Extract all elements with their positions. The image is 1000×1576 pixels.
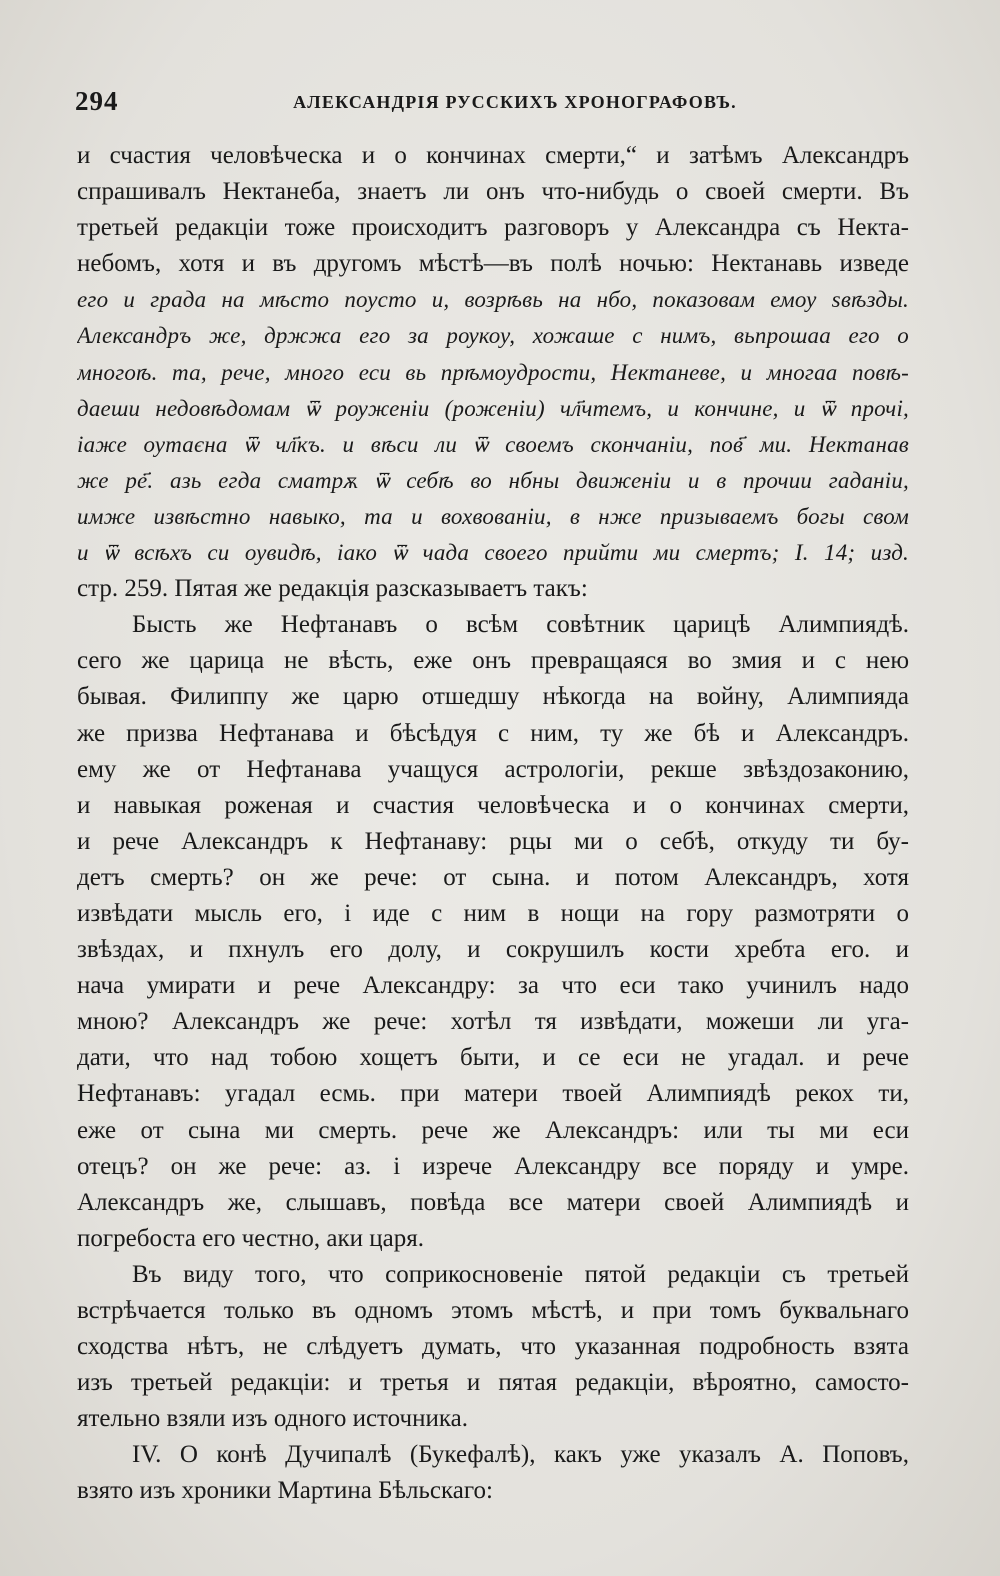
text-line: и рече Александръ к Нефтанаву: рцы ми о себѣ, откуду ти бу-	[77, 827, 909, 855]
text-line: извѣдати мысль его, і иде с ним в нощи на гору размотряти о	[77, 899, 909, 927]
text-line: Нефтанавъ: угадал есмь. при матери твоей Алимпиядѣ рекох ти,	[77, 1080, 909, 1108]
paragraph	[77, 138, 909, 607]
text-line: и счастия человѣческа и о кончинах смерти,“ и затѣмъ Александръ	[77, 142, 909, 169]
text-line: нача умирати и рече Александру: за что еси тако учинилъ надо	[77, 972, 909, 1000]
text-line: IV. О конѣ Дучипалѣ (Букефалѣ), какъ уже указалъ А. Поповъ,	[132, 1441, 909, 1469]
text-line: же призва Нефтанава и бѣсѣдуя с ним, ту же бѣ и Александръ.	[77, 719, 909, 747]
text-line: погребоста его честно, аки царя.	[77, 1224, 425, 1252]
text-line: іаже оутаєна ѿ чл҃къ. и вѣси ли ѿ своемъ скончаніи, пов҃ ми. Нектанав	[77, 431, 909, 457]
text-line: небомъ, хотя и въ другомъ мѣстѣ—въ полѣ ночью: Нектанавь изведе	[77, 250, 909, 278]
text-line: дати, что над тобою хощетъ быти, и се еси не угадал. и рече	[77, 1044, 909, 1072]
paragraph	[77, 1257, 909, 1437]
text-line: Александръ же, држжа его за рѹкоу, хожаше с нимъ, вьпрошаа его о	[77, 323, 909, 349]
running-title: АЛЕКСАНДРІЯ РУССКИХЪ ХРОНОГРАФОВЪ.	[293, 92, 737, 112]
text-line: же ре҃. азь егда сматрѫ ѿ себѣ во нбны движеніи и в прочии гаданіи,	[77, 467, 909, 493]
text-line: еже от сына ми смерть. рече же Александръ: или ты ми еси	[77, 1116, 909, 1144]
text-line: Въ виду того, что соприкосновеніе пятой редакціи съ третьей	[132, 1260, 909, 1288]
paragraph	[77, 607, 909, 1257]
text-line: многоѣ. та, рече, много еси вь прѣмоудрости, Нектаневе, и многаа повѣ-	[77, 359, 909, 385]
text-line: и ѿ всѣхъ си оувидѣ, іако ѿ чада своего прийти ми смертъ; І. 14; изд.	[77, 540, 909, 566]
text-line: звѣздах, и пхнулъ его долу, и сокрушилъ кости хребта его. и	[77, 936, 909, 964]
body-text	[77, 138, 909, 1510]
text-line: отецъ? он же рече: аз. і изрече Александру все поряду и умре.	[77, 1152, 909, 1180]
text-line: ему же от Нефтанава учащуся астрологіи, рекше звѣздозаконию,	[77, 755, 909, 783]
text-line: Бысть же Нефтанавъ о всѣм совѣтник царицѣ Алимпиядѣ.	[132, 611, 909, 639]
text-line: спрашивалъ Нектанеба, знаетъ ли онъ что-нибудь о своей смерти. Въ	[77, 178, 909, 206]
paragraph	[77, 1437, 909, 1509]
text-line: третьей редакціи тоже происходитъ разговоръ у Александра съ Некта-	[77, 214, 909, 242]
text-line: детъ смерть? он же рече: от сына. и потом Александръ, хотя	[77, 863, 909, 891]
text-line: встрѣчается только въ одномъ этомъ мѣстѣ, и при томъ буквальнаго	[77, 1297, 909, 1324]
text-line: сего же царица не вѣсть, еже онъ превращаяся во змия и с нею	[77, 647, 909, 675]
text-line: изъ третьей редакціи: и третья и пятая редакціи, вѣроятно, самосто-	[77, 1369, 909, 1397]
text-line: имже извѣстно навыко, та и вохвованіи, в нже призываемъ богы свом	[77, 503, 909, 529]
text-line: стр. 259. Пятая же редакція разсказываетъ такъ:	[77, 575, 588, 603]
text-line: сходства нѣтъ, не слѣдуетъ думать, что указанная подробность взята	[77, 1333, 909, 1361]
text-line: даеши недовѣдомам ѿ рѹженіи (роженіи) чл҃чтемъ, и кончине, и ѿ прочі,	[77, 395, 909, 421]
text-line: Александръ же, слышавъ, повѣда все матери своей Алимпиядѣ и	[77, 1188, 909, 1216]
page-number: 294	[75, 86, 119, 116]
text-line: взято изъ хроники Мартина Бѣльскаго:	[77, 1477, 493, 1505]
text-line: ятельно взяли изъ одного источника.	[77, 1405, 468, 1433]
text-line: мною? Александръ же рече: хотѣл тя извѣдати, можеши ли уга-	[77, 1008, 909, 1036]
text-line: его и града на мѣсто поусто и, возрѣвь на нбо, показовам емоу ѕвѣзды.	[77, 287, 909, 313]
page-header	[75, 86, 915, 126]
text-line: бывая. Филиппу же царю отшедшу нѣкогда на войну, Алимпияда	[77, 683, 909, 711]
text-line: и навыкая роженая и счастия человѣческа и о кончинах смерти,	[77, 791, 909, 819]
